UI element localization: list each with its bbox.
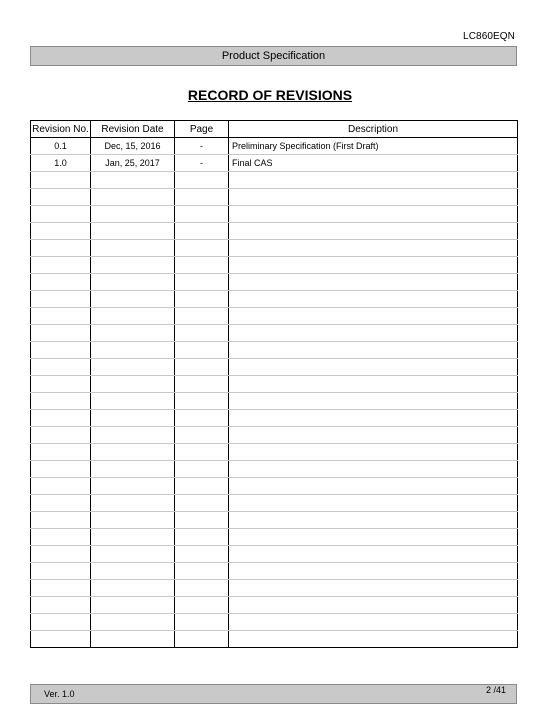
table-cell bbox=[229, 427, 518, 444]
table-cell bbox=[31, 240, 91, 257]
table-cell bbox=[91, 257, 175, 274]
table-cell bbox=[229, 512, 518, 529]
table-cell bbox=[31, 325, 91, 342]
table-cell bbox=[31, 563, 91, 580]
table-row bbox=[31, 359, 518, 376]
table-cell bbox=[175, 495, 229, 512]
table-row bbox=[31, 240, 518, 257]
table-cell bbox=[91, 189, 175, 206]
table-cell bbox=[91, 546, 175, 563]
table-cell bbox=[91, 172, 175, 189]
table-cell bbox=[175, 546, 229, 563]
table-cell bbox=[31, 427, 91, 444]
table-row bbox=[31, 631, 518, 648]
table-cell: Jan, 25, 2017 bbox=[91, 155, 175, 172]
table-cell bbox=[229, 444, 518, 461]
table-cell bbox=[31, 308, 91, 325]
table-cell bbox=[91, 376, 175, 393]
table-row bbox=[31, 342, 518, 359]
column-header-revision-date: Revision Date bbox=[91, 121, 175, 138]
header-band bbox=[30, 46, 517, 66]
table-cell bbox=[31, 580, 91, 597]
page-title: RECORD OF REVISIONS bbox=[187, 87, 353, 103]
table-cell bbox=[175, 427, 229, 444]
table-cell bbox=[31, 597, 91, 614]
table-cell bbox=[175, 444, 229, 461]
column-header-description: Description bbox=[229, 121, 518, 138]
table-cell bbox=[31, 223, 91, 240]
table-cell bbox=[91, 206, 175, 223]
table-row bbox=[31, 563, 518, 580]
table-row bbox=[31, 223, 518, 240]
table-row bbox=[31, 376, 518, 393]
table-cell bbox=[91, 291, 175, 308]
table-cell bbox=[175, 376, 229, 393]
table-row bbox=[31, 172, 518, 189]
table-cell bbox=[175, 461, 229, 478]
table-cell bbox=[91, 580, 175, 597]
table-cell bbox=[31, 529, 91, 546]
table-cell bbox=[175, 580, 229, 597]
table-row bbox=[31, 274, 518, 291]
table-cell bbox=[229, 308, 518, 325]
table-row bbox=[31, 427, 518, 444]
table-row bbox=[31, 410, 518, 427]
table-cell bbox=[31, 206, 91, 223]
header-band-title: Product Specification bbox=[221, 50, 326, 62]
table-cell bbox=[175, 614, 229, 631]
page-number: 2 /41 bbox=[485, 685, 506, 695]
table-cell bbox=[91, 631, 175, 648]
column-header-page: Page bbox=[175, 121, 229, 138]
table-cell bbox=[175, 308, 229, 325]
table-row bbox=[31, 512, 518, 529]
table-cell bbox=[175, 529, 229, 546]
table-cell bbox=[91, 359, 175, 376]
footer-band bbox=[30, 684, 517, 704]
table-cell bbox=[229, 495, 518, 512]
table-cell bbox=[229, 546, 518, 563]
table-cell bbox=[229, 614, 518, 631]
table-row bbox=[31, 597, 518, 614]
table-cell: - bbox=[175, 138, 229, 155]
table-cell bbox=[229, 376, 518, 393]
table-cell bbox=[175, 325, 229, 342]
table-cell bbox=[175, 274, 229, 291]
table-row bbox=[31, 461, 518, 478]
revision-table bbox=[30, 120, 518, 648]
table-cell: - bbox=[175, 155, 229, 172]
table-cell bbox=[175, 223, 229, 240]
table-cell bbox=[229, 342, 518, 359]
table-header-row bbox=[31, 121, 518, 138]
table-cell bbox=[229, 580, 518, 597]
table-row bbox=[31, 580, 518, 597]
table-cell bbox=[229, 240, 518, 257]
table-cell bbox=[229, 189, 518, 206]
table-cell bbox=[175, 240, 229, 257]
table-cell bbox=[91, 597, 175, 614]
column-header-revision-no: Revision No. bbox=[31, 121, 91, 138]
table-row bbox=[31, 206, 518, 223]
table-cell bbox=[175, 597, 229, 614]
table-cell bbox=[175, 359, 229, 376]
table-row bbox=[31, 325, 518, 342]
table-cell bbox=[91, 342, 175, 359]
table-row bbox=[31, 529, 518, 546]
table-cell bbox=[229, 393, 518, 410]
table-cell bbox=[175, 410, 229, 427]
table-cell bbox=[229, 172, 518, 189]
table-cell bbox=[229, 274, 518, 291]
table-cell bbox=[229, 359, 518, 376]
table-cell bbox=[229, 529, 518, 546]
table-cell bbox=[31, 614, 91, 631]
table-cell bbox=[175, 189, 229, 206]
table-cell bbox=[31, 189, 91, 206]
table-row bbox=[31, 444, 518, 461]
version-label: Ver. 1.0 bbox=[44, 689, 75, 699]
table-cell bbox=[91, 308, 175, 325]
table-cell bbox=[91, 240, 175, 257]
table-cell bbox=[31, 461, 91, 478]
table-cell bbox=[229, 461, 518, 478]
table-row bbox=[31, 546, 518, 563]
table-cell bbox=[229, 325, 518, 342]
table-cell bbox=[175, 342, 229, 359]
table-cell bbox=[229, 410, 518, 427]
table-cell bbox=[229, 291, 518, 308]
table-cell bbox=[31, 274, 91, 291]
table-cell bbox=[229, 631, 518, 648]
table-cell bbox=[229, 478, 518, 495]
table-cell bbox=[91, 444, 175, 461]
table-cell bbox=[31, 393, 91, 410]
table-cell bbox=[175, 478, 229, 495]
table-cell bbox=[175, 393, 229, 410]
table-cell: 0.1 bbox=[31, 138, 91, 155]
table-row bbox=[31, 189, 518, 206]
table-cell bbox=[175, 206, 229, 223]
table-cell bbox=[31, 546, 91, 563]
table-cell: Dec, 15, 2016 bbox=[91, 138, 175, 155]
table-cell: Final CAS bbox=[229, 155, 518, 172]
table-cell bbox=[31, 478, 91, 495]
table-row bbox=[31, 138, 518, 155]
table-cell bbox=[229, 223, 518, 240]
table-cell bbox=[31, 359, 91, 376]
table-row bbox=[31, 495, 518, 512]
table-cell bbox=[91, 614, 175, 631]
table-cell bbox=[31, 444, 91, 461]
table-cell bbox=[175, 291, 229, 308]
table-cell bbox=[229, 597, 518, 614]
table-row bbox=[31, 291, 518, 308]
table-cell bbox=[31, 342, 91, 359]
table-cell bbox=[91, 325, 175, 342]
table-cell bbox=[31, 512, 91, 529]
table-cell bbox=[175, 172, 229, 189]
table-cell bbox=[91, 512, 175, 529]
table-cell bbox=[91, 563, 175, 580]
table-cell: 1.0 bbox=[31, 155, 91, 172]
table-cell bbox=[91, 274, 175, 291]
table-cell bbox=[91, 529, 175, 546]
table-cell bbox=[175, 512, 229, 529]
table-row bbox=[31, 155, 518, 172]
table-cell bbox=[91, 223, 175, 240]
table-cell bbox=[175, 257, 229, 274]
table-cell bbox=[91, 478, 175, 495]
table-cell bbox=[229, 563, 518, 580]
table-row bbox=[31, 393, 518, 410]
table-cell bbox=[91, 427, 175, 444]
table-cell bbox=[91, 495, 175, 512]
table-row bbox=[31, 478, 518, 495]
table-row bbox=[31, 308, 518, 325]
table-cell bbox=[229, 206, 518, 223]
table-cell: Preliminary Specification (First Draft) bbox=[229, 138, 518, 155]
table-cell bbox=[175, 631, 229, 648]
table-cell bbox=[31, 257, 91, 274]
table-cell bbox=[31, 376, 91, 393]
table-cell bbox=[91, 461, 175, 478]
model-number: LC860EQN bbox=[463, 31, 515, 42]
table-cell bbox=[175, 563, 229, 580]
table-cell bbox=[31, 410, 91, 427]
table-row bbox=[31, 257, 518, 274]
table-cell bbox=[31, 495, 91, 512]
table-cell bbox=[91, 393, 175, 410]
table-cell bbox=[31, 172, 91, 189]
table-cell bbox=[229, 257, 518, 274]
table-cell bbox=[91, 410, 175, 427]
table-cell bbox=[31, 291, 91, 308]
table-row bbox=[31, 614, 518, 631]
revision-table-body bbox=[31, 138, 518, 648]
table-cell bbox=[31, 631, 91, 648]
